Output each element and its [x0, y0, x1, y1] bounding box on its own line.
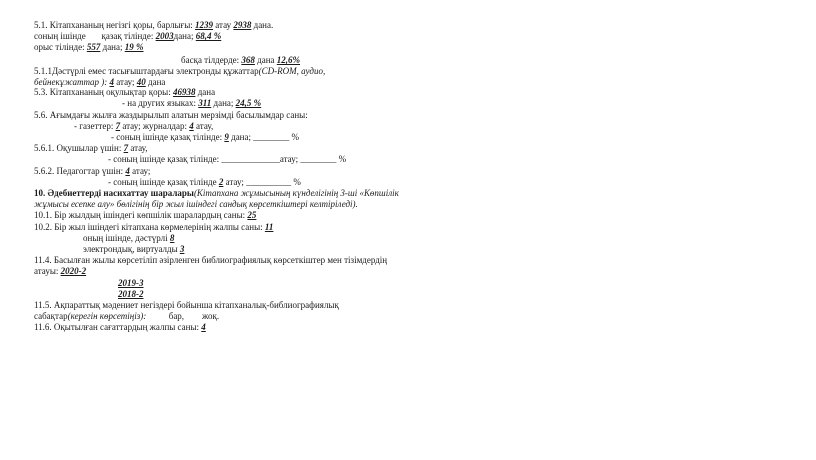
periodicals-count-line: - газеттер: 7 атау; журналдар: 4 атау, [74, 121, 214, 131]
promotion-heading: 10. Әдебиеттерді насихаттау шаралары(Кітапхана жұмысының күнделігінің 3-ші «Көпшілік [34, 188, 399, 198]
fund-kazakh-line: соның ішінде қазақ тілінде: 2003дана; 68,4 % [34, 31, 222, 41]
bibliography-title-line: атауы: 2020-2 [34, 266, 87, 276]
bibliography-2019-line: 2019-3 [118, 278, 144, 288]
textbook-fund-line: 5.3. Кітапхананың оқулықтар қоры: 46938 дана [34, 87, 216, 97]
info-culture-line: 11.5. Ақпараттық мәдениет негіздері бойынша кітапханалық-библиографиялық [34, 300, 339, 310]
public-events-line: 10.1. Бір жылдың ішіндегі көпшілік шаралардың саны: 25 [34, 210, 257, 220]
students-periodicals-line: 5.6.1. Оқушылар үшін: 7 атау, [34, 143, 148, 153]
textbook-other-languages-line: - на других языках: 311 дана; 24,5 % [122, 98, 262, 108]
periodicals-kazakh-line: - соның ішінде қазақ тілінде: 9 дана; ________ % [111, 132, 299, 142]
hours-total-line: 11.6. Оқытылған сағаттардың жалпы саны: 4 [34, 322, 206, 332]
exhibitions-traditional-line: оның ішінде, дәстүрлі 8 [83, 233, 175, 243]
exhibitions-virtual-line: электрондық, виртуалды 3 [83, 244, 185, 254]
fund-other-languages-line: басқа тілдерде: 368 дана 12,6% [181, 55, 301, 65]
electronic-docs-count-line: бейнекұжаттар ): 4 атау; 40 дана [34, 77, 166, 87]
teachers-periodicals-line: 5.6.2. Педагогтар үшін: 4 атау; [34, 166, 151, 176]
periodicals-heading: 5.6. Ағымдағы жылға жаздырылып алатын мерзімді басылымдар саны: [34, 110, 308, 120]
promotion-heading-cont: жұмысы есепке алу» бөлігінің бір жыл ішіндегі сандық көрсеткіштері келтіріледі). [34, 199, 358, 209]
info-culture-lessons-line: сабақтар(керегін көрсетіңіз): бар, жоқ. [34, 311, 220, 321]
bibliography-line: 11.4. Басылған жылы көрсетіліп әзірленген библиографиялық көрсеткіштер мен тізімдердің [34, 255, 388, 265]
bibliography-2018-line: 2018-2 [118, 289, 144, 299]
exhibitions-total-line: 10.2. Бір жыл ішіндегі кітапхана көрмелерінің жалпы саны: 11 [34, 222, 274, 232]
fund-russian-line: орыс тілінде: 557 дана; 19 % [34, 42, 144, 52]
teachers-periodicals-kazakh-line: - соның ішінде қазақ тілінде 2 атау; __________ % [108, 177, 301, 187]
students-periodicals-kazakh-line: - соның ішінде қазақ тілінде: _____________атау; ________ % [108, 154, 347, 164]
fund-total-line: 5.1. Кітапхананың негізгі қоры, барлығы: 1239 атау 2938 дана. [34, 20, 274, 30]
electronic-docs-line: 5.1.1Дәстүрлі емес тасығыштардағы электронды құжаттар(CD-ROM, аудио, [34, 66, 326, 76]
